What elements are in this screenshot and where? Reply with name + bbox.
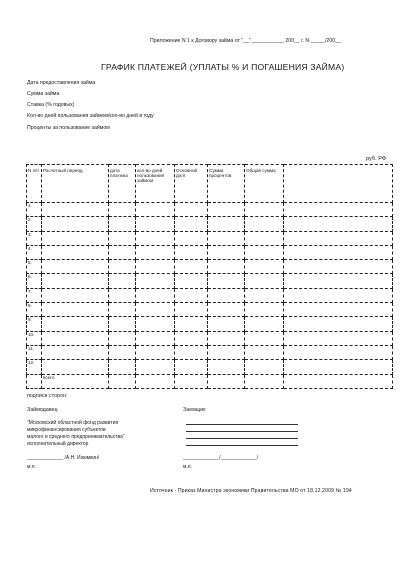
row-number-cell: 9. <box>27 317 42 331</box>
table-cell <box>136 360 175 374</box>
table-cell <box>175 274 208 288</box>
table-cell <box>245 317 284 331</box>
row-number-cell: 5. <box>27 260 42 274</box>
row-number-cell: 12. <box>27 360 42 374</box>
table-cell <box>136 374 175 388</box>
table-cell <box>284 303 393 317</box>
borrower-line-3 <box>186 438 298 439</box>
lender-signature-line: _____________ /А.Н. Изюмкин/ <box>27 455 100 461</box>
table-cell <box>245 331 284 345</box>
table-cell <box>109 360 136 374</box>
table-cell <box>136 345 175 359</box>
table-cell <box>136 317 175 331</box>
table-cell <box>175 345 208 359</box>
payment-schedule-table <box>26 164 393 389</box>
table-cell <box>175 231 208 245</box>
table-row <box>27 374 393 388</box>
signatures-heading: подписи сторон: <box>27 393 68 399</box>
table-cell <box>175 360 208 374</box>
source-note: Источник - Приказ Министра экономики Правительства МО от 18.12.2009 № 194 <box>150 488 352 494</box>
field-loan-amount: Сумма займа <box>27 91 60 97</box>
row-number-cell: 8. <box>27 303 42 317</box>
table-cell <box>284 260 393 274</box>
table-cell <box>109 317 136 331</box>
table-row <box>27 203 393 217</box>
table-cell <box>245 217 284 231</box>
field-issue-date: Дата предоставления займа <box>27 80 96 86</box>
table-cell <box>109 274 136 288</box>
table-cell <box>109 203 136 217</box>
row-number-cell: 10. <box>27 331 42 345</box>
table-cell <box>42 245 109 259</box>
table-row <box>27 274 393 288</box>
table-row <box>27 260 393 274</box>
col-header-principal: Основной долг <box>175 165 208 203</box>
table-cell <box>208 203 245 217</box>
table-cell <box>284 360 393 374</box>
table-cell <box>109 303 136 317</box>
table-cell <box>208 231 245 245</box>
table-row <box>27 303 393 317</box>
table-cell <box>208 217 245 231</box>
table-header-row <box>27 165 393 203</box>
table-cell <box>175 303 208 317</box>
table-cell <box>175 331 208 345</box>
table-cell <box>109 231 136 245</box>
row-number-cell <box>27 374 42 388</box>
table-row <box>27 345 393 359</box>
table-cell <box>42 303 109 317</box>
table-cell <box>284 203 393 217</box>
lender-name-line-2: микрофинансирования субъектов <box>27 427 106 433</box>
table-cell <box>284 331 393 345</box>
table-cell <box>175 317 208 331</box>
table-cell <box>136 288 175 302</box>
table-cell <box>42 203 109 217</box>
table-cell <box>42 260 109 274</box>
table-cell <box>42 288 109 302</box>
table-row <box>27 245 393 259</box>
table-cell <box>136 331 175 345</box>
table-cell <box>136 231 175 245</box>
table-cell <box>136 260 175 274</box>
table-cell <box>284 245 393 259</box>
table-cell <box>175 288 208 302</box>
table-cell <box>175 260 208 274</box>
borrower-label: Заемщик <box>183 407 206 413</box>
appendix-reference: Приложение N 1 к Договору займа от "__" ___________ 200__ г. N _____/200__ <box>150 38 341 44</box>
col-header-period: Расчетный период <box>42 165 109 203</box>
table-cell <box>208 303 245 317</box>
table-cell <box>245 274 284 288</box>
table-cell <box>208 374 245 388</box>
table-cell <box>175 374 208 388</box>
table-cell <box>245 245 284 259</box>
col-header-days: кол-во дней пользования займом <box>136 165 175 203</box>
table-cell <box>284 345 393 359</box>
lender-label: Займодавец <box>27 407 58 413</box>
total-label-cell: всего <box>42 374 109 388</box>
borrower-line-1 <box>186 424 298 425</box>
table-cell <box>136 303 175 317</box>
document-title: ГРАФИК ПЛАТЕЖЕЙ (УПЛАТЫ % И ПОГАШЕНИЯ ЗАЙМА) <box>101 62 345 72</box>
table-cell <box>245 303 284 317</box>
row-number-cell: 4. <box>27 245 42 259</box>
borrower-stamp-mark: м.п. <box>183 464 192 470</box>
table-cell <box>109 345 136 359</box>
table-cell <box>42 331 109 345</box>
table-cell <box>245 360 284 374</box>
table-cell <box>208 245 245 259</box>
row-number-cell: 6. <box>27 274 42 288</box>
table-cell <box>136 245 175 259</box>
table-cell <box>245 288 284 302</box>
table-cell <box>284 374 393 388</box>
row-number-cell: 2. <box>27 217 42 231</box>
table-cell <box>42 231 109 245</box>
table-cell <box>208 331 245 345</box>
table-cell <box>109 374 136 388</box>
col-header-total: Общая сумма <box>245 165 284 203</box>
table-cell <box>109 245 136 259</box>
table-row <box>27 288 393 302</box>
table-cell <box>208 317 245 331</box>
field-interest: Проценты за пользование займом <box>27 125 110 131</box>
col-header-blank <box>284 165 393 203</box>
borrower-signature-line: _____________/_____________/ <box>183 455 259 461</box>
row-number-cell: 7. <box>27 288 42 302</box>
table-cell <box>42 274 109 288</box>
table-cell <box>245 260 284 274</box>
table-cell <box>42 345 109 359</box>
col-header-payment-date: дата платежа <box>109 165 136 203</box>
row-number-cell: 1. <box>27 203 42 217</box>
table-cell <box>245 203 284 217</box>
table-row <box>27 231 393 245</box>
table-cell <box>175 203 208 217</box>
table-row <box>27 331 393 345</box>
table-cell <box>284 274 393 288</box>
borrower-line-4 <box>186 445 298 446</box>
table-cell <box>42 360 109 374</box>
table-cell <box>208 360 245 374</box>
table-cell <box>136 203 175 217</box>
col-header-interest: Сумма процентов <box>208 165 245 203</box>
table-cell <box>208 274 245 288</box>
table-cell <box>136 217 175 231</box>
table-row <box>27 317 393 331</box>
currency-unit: руб. РФ <box>366 156 387 162</box>
lender-stamp-mark: м.п. <box>27 464 36 470</box>
table-cell <box>284 217 393 231</box>
field-rate: Ставка (% годовых) <box>27 102 75 108</box>
table-cell <box>175 245 208 259</box>
table-cell <box>175 217 208 231</box>
lender-name-line-4: исполнительный директор <box>27 441 89 447</box>
table-cell <box>245 231 284 245</box>
table-cell <box>208 288 245 302</box>
row-number-cell: 11. <box>27 345 42 359</box>
table-cell <box>136 274 175 288</box>
table-cell <box>284 317 393 331</box>
table-cell <box>42 317 109 331</box>
table-cell <box>284 231 393 245</box>
table-cell <box>208 260 245 274</box>
col-header-number: N п/п <box>27 165 42 203</box>
table-cell <box>109 217 136 231</box>
field-days-in-period: Кол-во дней пользования займом/кол-во дней в году <box>27 113 154 119</box>
table-cell <box>284 288 393 302</box>
table-cell <box>109 331 136 345</box>
lender-name-line-3: малого и среднего предпринимательства" <box>27 434 125 440</box>
table-cell <box>42 217 109 231</box>
lender-name-line-1: "Московский областной фонд развития <box>27 420 119 426</box>
table-row <box>27 360 393 374</box>
table-cell <box>245 345 284 359</box>
table-cell <box>109 288 136 302</box>
table-row <box>27 217 393 231</box>
table-cell <box>109 260 136 274</box>
row-number-cell: 3. <box>27 231 42 245</box>
table-cell <box>208 345 245 359</box>
table-cell <box>245 374 284 388</box>
borrower-line-2 <box>186 431 298 432</box>
